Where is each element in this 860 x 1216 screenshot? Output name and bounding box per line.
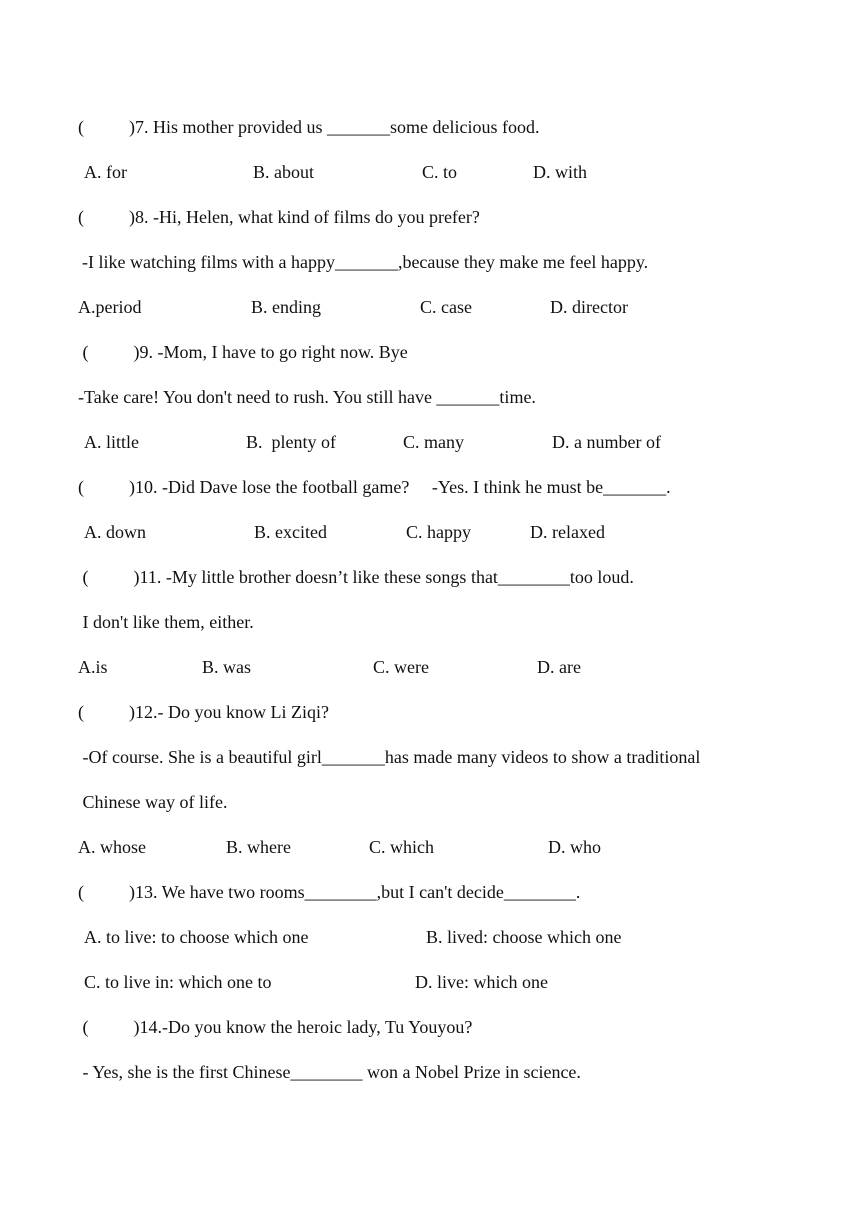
question-9-option-a: A. little bbox=[84, 432, 139, 452]
question-11-option-a: A.is bbox=[78, 657, 108, 677]
question-13-option-c: C. to live in: which one to bbox=[84, 972, 272, 992]
question-10-option-c: C. happy bbox=[406, 522, 471, 542]
question-9-option-b: B. plenty of bbox=[246, 432, 336, 452]
question-9-reply: -Take care! You don't need to rush. You still have _______time. bbox=[78, 387, 536, 407]
question-7-option-d: D. with bbox=[533, 162, 587, 182]
question-8-stem: ( )8. -Hi, Helen, what kind of films do you prefer? bbox=[78, 207, 480, 227]
question-12-reply-continued: Chinese way of life. bbox=[78, 792, 228, 812]
question-13-option-a: A. to live: to choose which one bbox=[84, 927, 309, 947]
question-11-option-c: C. were bbox=[373, 657, 429, 677]
question-13-stem: ( )13. We have two rooms________,but I can't decide________. bbox=[78, 882, 581, 902]
question-12-option-c: C. which bbox=[369, 837, 434, 857]
question-7-option-a: A. for bbox=[84, 162, 127, 182]
question-7-option-b: B. about bbox=[253, 162, 314, 182]
question-11-stem: ( )11. -My little brother doesn’t like these songs that________too loud. bbox=[78, 567, 634, 587]
question-13-option-b: B. lived: choose which one bbox=[426, 927, 622, 947]
question-12-option-b: B. where bbox=[226, 837, 291, 857]
question-11-reply: I don't like them, either. bbox=[78, 612, 254, 632]
question-9-option-d: D. a number of bbox=[552, 432, 661, 452]
question-11-option-b: B. was bbox=[202, 657, 251, 677]
question-10-option-a: A. down bbox=[84, 522, 146, 542]
question-9-stem: ( )9. -Mom, I have to go right now. Bye bbox=[78, 342, 408, 362]
question-7-option-c: C. to bbox=[422, 162, 458, 182]
question-12-option-a: A. whose bbox=[78, 837, 146, 857]
question-11-option-d: D. are bbox=[537, 657, 581, 677]
question-8-option-a: A.period bbox=[78, 297, 142, 317]
question-8-option-b: B. ending bbox=[251, 297, 321, 317]
question-8-reply: -I like watching films with a happy_______,because they make me feel happy. bbox=[82, 252, 649, 272]
question-13-option-d: D. live: which one bbox=[415, 972, 548, 992]
question-10-option-b: B. excited bbox=[254, 522, 327, 542]
question-8-option-d: D. director bbox=[550, 297, 628, 317]
question-14-stem: ( )14.-Do you know the heroic lady, Tu Youyou? bbox=[78, 1017, 473, 1037]
question-14-reply: - Yes, she is the first Chinese________ won a Nobel Prize in science. bbox=[78, 1062, 581, 1082]
question-8-option-c: C. case bbox=[420, 297, 472, 317]
question-9-option-c: C. many bbox=[403, 432, 464, 452]
question-10-option-d: D. relaxed bbox=[530, 522, 605, 542]
question-10-stem: ( )10. -Did Dave lose the football game? -Yes. I think he must be_______. bbox=[78, 477, 671, 497]
question-12-reply: -Of course. She is a beautiful girl_______has made many videos to show a traditional bbox=[78, 747, 701, 767]
question-12-stem: ( )12.- Do you know Li Ziqi? bbox=[78, 702, 329, 722]
question-12-option-d: D. who bbox=[548, 837, 601, 857]
question-7-stem: ( )7. His mother provided us _______some delicious food. bbox=[78, 117, 540, 137]
